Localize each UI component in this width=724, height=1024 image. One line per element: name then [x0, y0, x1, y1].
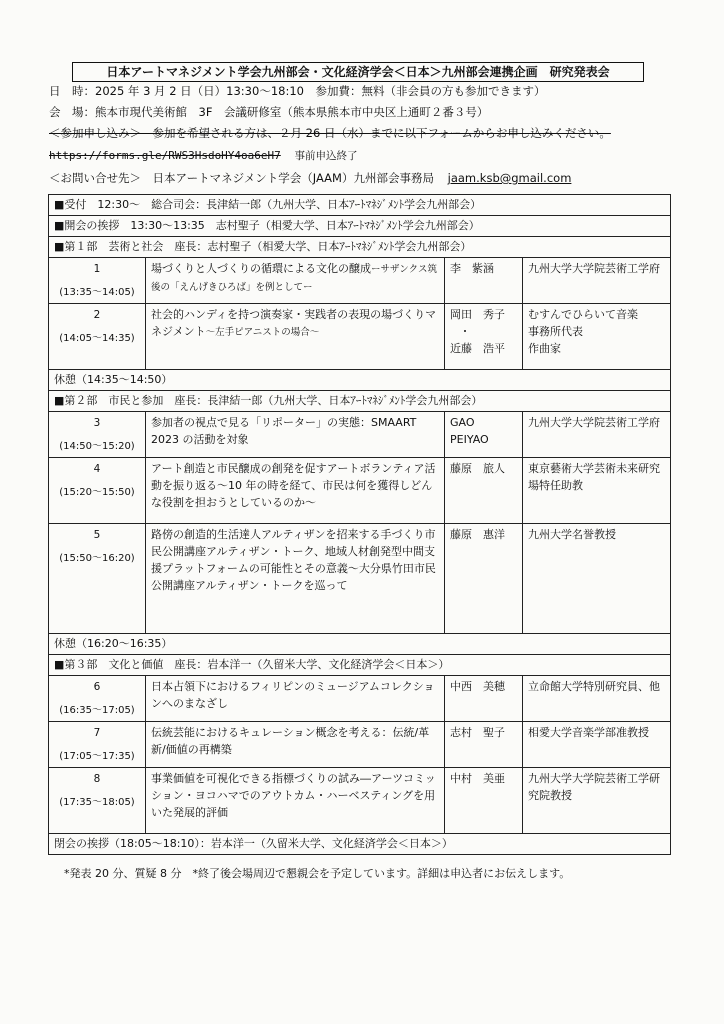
talk-time: (17:05～17:35)	[59, 751, 135, 762]
talk-number: 2	[93, 309, 101, 321]
affiliation-cell	[523, 768, 671, 834]
talk-row	[49, 304, 671, 370]
presenter-cell	[445, 458, 523, 524]
talk-slot	[49, 768, 146, 834]
presenter-name-2: PEIYAO	[450, 433, 489, 446]
opening-row: ■開会の挨拶 13:30～13:35 志村聖子（相愛大学、日本ｱｰﾄﾏﾈｼﾞﾒﾝﾄ学会九州部会）	[49, 216, 671, 237]
talk-title: 路傍の創造的生活達人アルティザンを招来する手づくり市民公開講座アルティザン・トーク、地域人材創発型中間支援プラットフォームの可能性とその意義～大分県竹田市民公開講座アルティザン・トークを巡って	[151, 528, 436, 592]
talk-title-cell	[146, 412, 445, 458]
talk-title-cell	[146, 458, 445, 524]
break-row: 休憩（14:35～14:50）	[49, 370, 671, 391]
table-row	[49, 391, 671, 412]
presenter-name: 中村 美亜	[450, 772, 505, 785]
registration-line: ＜参加申し込み＞ 参加を希望される方は、２月 26 日（水）までに以下フォームからお申し込みください。	[49, 126, 611, 140]
table-row	[49, 655, 671, 676]
talk-time: (15:20～15:50)	[59, 487, 135, 498]
talk-time: (13:35～14:05)	[59, 287, 135, 298]
talk-row	[49, 412, 671, 458]
talk-number: 4	[93, 463, 101, 475]
affiliation-2: 事務所代表	[528, 325, 583, 338]
program-table	[48, 194, 671, 855]
table-row	[49, 834, 671, 855]
presenter-name: 李 紫涵	[450, 262, 494, 275]
table-row	[49, 634, 671, 655]
talk-subtitle: ～左手ピアニストの場合～	[205, 327, 320, 338]
inquiry-email-link[interactable]: jaam.ksb@gmail.com	[447, 171, 572, 185]
affiliation-cell	[523, 722, 671, 768]
presenter-name: 藤原 旅人	[450, 462, 505, 475]
talk-row	[49, 524, 671, 634]
part3-header: ■第３部 文化と価値 座長：岩本洋一（久留米大学、文化経済学会＜日本＞）	[49, 655, 671, 676]
talk-title: 伝統芸能におけるキュレーション概念を考える：伝統/革新/価値の再構築	[151, 726, 430, 756]
talk-title: 参加者の視点で見る「リポーター」の実態：SMAART 2023 の活動を対象	[151, 416, 428, 446]
talk-title: 日本占領下におけるフィリピンのミュージアムコレクションへのまなざし	[151, 680, 435, 710]
presenter-cell	[445, 412, 523, 458]
part1-header: ■第１部 芸術と社会 座長：志村聖子（相愛大学、日本ｱｰﾄﾏﾈｼﾞﾒﾝﾄ学会九州部会）	[49, 237, 671, 258]
inquiry-label: ＜お問い合せ先＞ 日本アートマネジメント学会（JAAM）九州部会事務局	[49, 171, 434, 185]
presenter-name-2: ・	[459, 325, 471, 338]
talk-row	[49, 768, 671, 834]
affiliation: 東京藝術大学芸術未来研究場特任助教	[528, 462, 660, 492]
affiliation-cell	[523, 412, 671, 458]
talk-title: 社会的ハンディを持つ演奏家・実践者の表現の場づくりマネジメント	[151, 308, 437, 338]
presenter-name: 岡田 秀子	[450, 308, 505, 321]
talk-number: 8	[93, 773, 101, 785]
affiliation: 九州大学大学院芸術工学研究院教授	[528, 772, 660, 802]
presenter-cell	[445, 768, 523, 834]
table-row	[49, 237, 671, 258]
talk-row	[49, 722, 671, 768]
talk-row	[49, 458, 671, 524]
presenter-name-3: 近藤 浩平	[450, 342, 505, 355]
talk-title: 事業価値を可視化できる指標づくりの試み―アーツコミッション・ヨコハマでのアウトカム・ハーベスティングを用いた発展的評価	[151, 772, 436, 819]
talk-time: (14:05～14:35)	[59, 333, 135, 344]
talk-title-cell	[146, 524, 445, 634]
presenter-cell	[445, 676, 523, 722]
presenter-name: 志村 聖子	[450, 726, 505, 739]
talk-number: 6	[93, 681, 101, 693]
talk-number: 1	[93, 263, 101, 275]
talk-slot	[49, 722, 146, 768]
affiliation-cell	[523, 524, 671, 634]
presenter-name: 中西 美穂	[450, 680, 505, 693]
part2-header: ■第２部 市民と参加 座長：長津結一郎（九州大学、日本ｱｰﾄﾏﾈｼﾞﾒﾝﾄ学会九州部会）	[49, 391, 671, 412]
registration-closed-note: 事前申込終了	[294, 150, 358, 162]
presenter-cell	[445, 524, 523, 634]
break-row: 休憩（16:20～16:35）	[49, 634, 671, 655]
affiliation: 相愛大学音楽学部准教授	[528, 726, 649, 739]
table-row	[49, 370, 671, 391]
talk-slot	[49, 676, 146, 722]
affiliation: 立命館大学特別研究員、他	[528, 680, 660, 693]
talk-number: 7	[93, 727, 101, 739]
presenter-cell	[445, 304, 523, 370]
affiliation-cell	[523, 676, 671, 722]
talk-title-cell	[146, 676, 445, 722]
table-row	[49, 195, 671, 216]
talk-time: (15:50～16:20)	[59, 553, 135, 564]
registration-form-line	[49, 147, 357, 164]
footer-note: *発表 20 分、質疑 8 分 *終了後会場周辺で懇親会を予定しています。詳細は申込者にお伝えします。	[64, 867, 571, 880]
talk-title-cell	[146, 304, 445, 370]
affiliation: 九州大学大学院芸術工学府	[528, 416, 660, 429]
talk-slot	[49, 524, 146, 634]
talk-row	[49, 676, 671, 722]
affiliation-cell	[523, 304, 671, 370]
talk-slot	[49, 458, 146, 524]
presenter-name: 藤原 惠洋	[450, 528, 505, 541]
closing-row: 閉会の挨拶（18:05～18:10）：岩本洋一（久留米大学、文化経済学会＜日本＞）	[49, 834, 671, 855]
registration-form-link[interactable]: https://forms.gle/RWS3HsdoHY4oa6eH7	[49, 149, 281, 162]
table-row	[49, 216, 671, 237]
affiliation-cell	[523, 258, 671, 304]
event-date-line: 日 時：2025 年 3 月 2 日（日）13:30～18:10 参加費：無料（非会員の方も参加できます）	[49, 84, 546, 98]
talk-title-cell	[146, 722, 445, 768]
page-title: 日本アートマネジメント学会九州部会・文化経済学会＜日本＞九州部会連携企画 研究発表会	[72, 62, 644, 82]
presenter-cell	[445, 722, 523, 768]
presenter-cell	[445, 258, 523, 304]
presenter-name: GAO	[450, 416, 475, 429]
talk-number: 5	[93, 529, 101, 541]
talk-slot	[49, 304, 146, 370]
affiliation: 九州大学大学院芸術工学府	[528, 262, 660, 275]
talk-slot	[49, 258, 146, 304]
event-venue-line: 会 場：熊本市現代美術館 3F 会議研修室（熊本県熊本市中央区上通町２番３号）	[49, 105, 489, 119]
talk-slot	[49, 412, 146, 458]
talk-title-cell	[146, 768, 445, 834]
affiliation: 九州大学名誉教授	[528, 528, 616, 541]
talk-number: 3	[93, 417, 101, 429]
inquiry-line	[49, 170, 571, 186]
talk-time: (14:50～15:20)	[59, 441, 135, 452]
affiliation-3: 作曲家	[528, 342, 561, 355]
talk-row	[49, 258, 671, 304]
talk-title: アート創造と市民醸成の創発を促すアートボランティア活動を振り返る～10 年の時を経て、市民は何を獲得しどんな役割を担おうとしているのか～	[151, 462, 436, 509]
talk-subtitle: ーサザンクス筑後の「えんげきひろば」を例としてー	[151, 264, 438, 293]
talk-title-cell	[146, 258, 445, 304]
talk-time: (16:35～17:05)	[59, 705, 135, 716]
affiliation: むすんでひらいて音楽	[528, 308, 638, 321]
reception-row: ■受付 12:30～ 総合司会：長津結一郎（九州大学、日本ｱｰﾄﾏﾈｼﾞﾒﾝﾄ学会九州部会）	[49, 195, 671, 216]
affiliation-cell	[523, 458, 671, 524]
talk-title: 場づくりと人づくりの循環による文化の醸成	[151, 262, 371, 275]
talk-time: (17:35～18:05)	[59, 797, 135, 808]
